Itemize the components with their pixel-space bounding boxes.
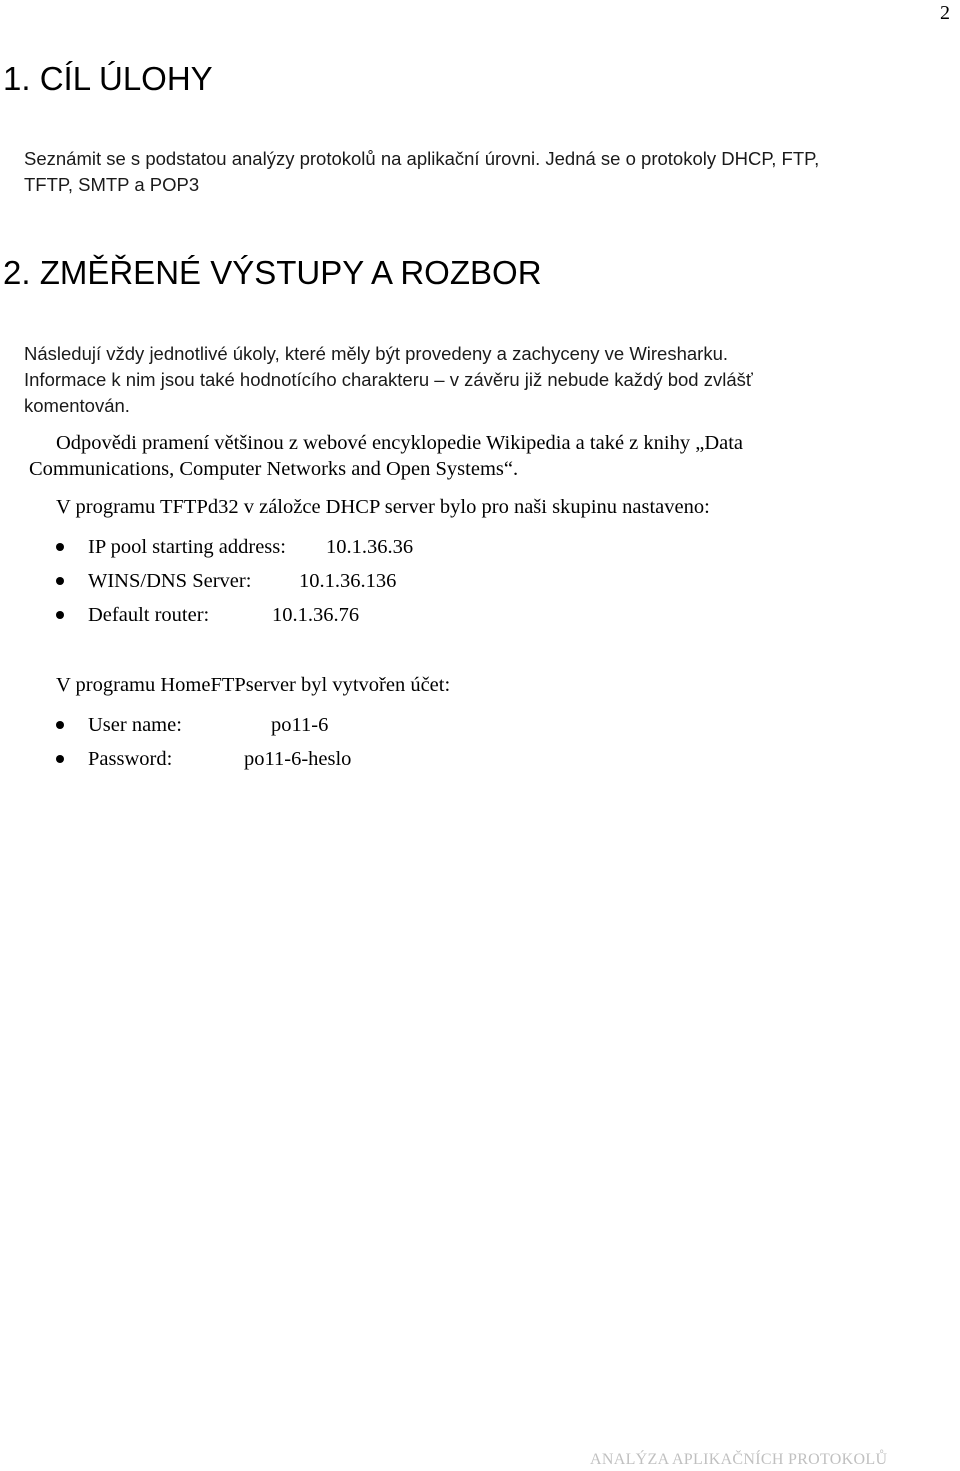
intro-line-2: Informace k nim jsou také hodnotícího charakteru – v závěru již nebude každý bod zvlášť — [24, 369, 753, 390]
account-value: po11-6-heslo — [244, 748, 352, 770]
section-1-heading: 1. CÍL ÚLOHY — [3, 60, 213, 97]
bullet-icon — [56, 755, 64, 763]
goal-line-1: Seznámit se s podstatou analýzy protokolů na aplikační úrovni. Jedná se o protokoly DHCP, FTP, — [24, 148, 820, 169]
setting-label: Default router: — [88, 604, 210, 626]
account-label: User name: — [88, 714, 182, 736]
setting-value: 10.1.36.136 — [299, 570, 397, 592]
account-label: Password: — [88, 748, 173, 770]
bullet-icon — [56, 721, 64, 729]
goal-paragraph — [24, 146, 944, 198]
intro-line-1: Následují vždy jednotlivé úkoly, které měly být provedeny a zachyceny ve Wiresharku. — [24, 343, 729, 364]
setting-value: 10.1.36.76 — [272, 604, 360, 626]
section-2-heading: 2. ZMĚŘENÉ VÝSTUPY A ROZBOR — [3, 254, 542, 291]
page-number: 2 — [940, 2, 950, 24]
intro-line-3: komentován. — [24, 395, 130, 416]
goal-line-2: TFTP, SMTP a POP3 — [24, 174, 200, 195]
ftp-intro: V programu HomeFTPserver byl vytvořen účet: — [56, 674, 451, 696]
bullet-icon — [56, 577, 64, 585]
page-footer: ANALÝZA APLIKAČNÍCH PROTOKOLŮ — [590, 1451, 888, 1468]
setting-label: IP pool starting address: — [88, 536, 286, 558]
sources-line-2: Communications, Computer Networks and Open Systems“. — [29, 458, 519, 480]
account-value: po11-6 — [271, 714, 329, 736]
sources-line-1: Odpovědi pramení většinou z webové encyklopedie Wikipedia a také z knihy „Data — [56, 432, 744, 454]
bullet-icon — [56, 611, 64, 619]
bullet-icon — [56, 543, 64, 551]
intro-paragraph — [24, 341, 944, 419]
dhcp-intro: V programu TFTPd32 v záložce DHCP server bylo pro naši skupinu nastaveno: — [56, 496, 710, 518]
setting-label: WINS/DNS Server: — [88, 570, 252, 592]
setting-value: 10.1.36.36 — [326, 536, 414, 558]
